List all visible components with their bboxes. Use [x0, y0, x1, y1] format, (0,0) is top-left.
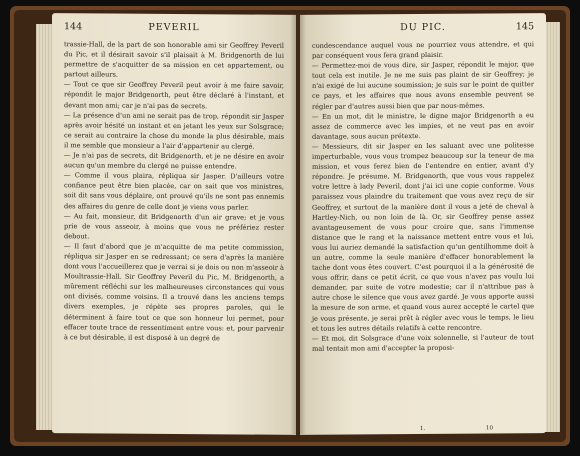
book-gutter	[290, 14, 306, 434]
paragraph: — La présence d'un ami ne serait pas de trop, répondit sir Jasper après avoir hésité un instant et en jetant les yeux sur Solsgrace; ce serait au contraire la chose du monde la plus désirable, mais il me semble que monsieur a l'air d'appartenir au clergé.	[64, 110, 284, 151]
signature-mark-gathering: 10	[486, 425, 493, 432]
right-page-footer	[300, 425, 546, 433]
paragraph: — Il faut d'abord que je m'acquitte de ma petite commission, répliqua sir Jasper en se redressant; ce sera d'après la manière dont vous l'accueillerez que je verrai si je dois ou non m'asseoir à Moultrassie-Hall. Sir Geoffrey Peveril du Pic, M. Bridgenorth, a mûrement réfléchi sur les malheureuses circonstances qui vous ont divisés, comme voisins. Il a trouvé dans les anciens temps divers exemples, je répète ses propres paroles, qui le déterminent à faire tout ce que son honneur lui permet, pour effacer toute trace de ressentiment entre vous: et, pour parvenir à ce but désirable, il est disposé à un degré de	[64, 242, 284, 343]
signature-mark-volume: 1.	[420, 425, 426, 433]
paragraph: — Comme il vous plaira, répliqua sir Jasper. D'ailleurs votre confiance peut être bien placée, car on sait que vos ministres, soit dit sans vous déplaire, ont prouvé qu'ils ne sont pas ennemis des affaires du genre de celle dont je viens vous parler.	[64, 171, 284, 212]
paragraph: condescendance auquel vous ne pourriez vous attendre, et qui par conséquent vous fera grand plaisir.	[312, 40, 534, 60]
left-page-number: 144	[64, 21, 83, 33]
right-page-header	[312, 21, 534, 39]
left-page-body	[64, 39, 284, 343]
paragraph: — Au fait, monsieur, dit Bridgenorth d'un air grave; et je vous prie de vous asseoir, à moins que vous ne préfériez rester debout.	[64, 211, 284, 241]
right-page	[300, 13, 546, 435]
right-page-number: 145	[515, 21, 534, 33]
right-page-body	[312, 39, 534, 353]
paragraph: trassie-Hall, de la part de son honorable ami sir Geoffrey Peveril du Pic, et il désirait savoir s'il plaisait à M. Bridgenorth de lui permettre de s'acquitter de sa mission en cet appartement, ou partout ailleurs.	[64, 40, 284, 79]
left-running-head: PEVERIL	[148, 21, 200, 34]
paragraph: — Permettez-moi de vous dire, sir Jasper, répondit le major, que tout cela est inutile. Je ne me suis pas plaint de sir Geoffrey; je n'ai exigé de lui aucune soumission; je suis sur le point de quitter ce pays, et les affaires que nous avons ensemble peuvent se régler par d'autres aussi bien que par nous-mêmes.	[312, 60, 534, 111]
paragraph: — Tout ce que sir Geoffrey Peveril peut avoir à me faire savoir, répondit le major Bridgenorth, peut être déclaré à l'instant, et devant mon ami; car je n'ai pas de secrets.	[64, 80, 284, 110]
left-page-header	[64, 21, 284, 39]
paragraph: — Messieurs, dit sir Jasper en les saluant avec une politesse imperturbable, vous vous trompez beaucoup sur la teneur de ma mission, et vous ferez bien de l'entendre en entier, avant d'y répondre. Je présume, M. Bridgenorth, que vous vous rappelez votre lettre à lady Peveril, dont j'ai ici une copie conforme. Vous paraissez vous plaindre du traitement que vous avez reçu de sir Geoffrey, et surtout de la manière dont il vous a jeté de cheval à Hartley-Nich, ou non loin de là. Or, sir Geoffrey pense assez avantageusement de vous pour croire que, sans l'immense distance que le rang et la naissance mettent entre vous et lui, vous lui auriez demandé la satisfaction qu'un gentilhomme doit à un autre, comme la seule manière d'effacer honorablement la tache dont vous êtes couvert. C'est pourquoi il a la générosité de vous offrir, dans ce petit écrit, ce que vous n'avez pas voulu lui demander, par suite de votre modestie; car il n'attribue pas à autre chose le silence que vous avez gardé. Je vous apporte aussi la mesure de son arme, et quand vous aurez accepté le cartel que je vous présente, je serai prêt à régler avec vous le temps, le lieu et tous les autres détails relatifs à cette rencontre.	[312, 141, 534, 333]
paragraph: — En un mot, dit le ministre, le digne major Bridgenorth a eu assez de commerce avec les impies, et ne veut pas en avoir davantage, sous aucun prétexte.	[312, 110, 534, 141]
left-page	[52, 13, 296, 435]
paragraph: — Et moi, dit Solsgrace d'une voix solennelle, si l'auteur de tout mal tentait mon ami d'accepter la proposi-	[312, 332, 534, 353]
right-page-stack	[544, 22, 560, 432]
right-running-head: DU PIC.	[400, 21, 446, 34]
paragraph: — Je n'ai pas de secrets, dit Bridgenorth, et je ne désire en avoir aucun qu'un membre du clergé ne puisse entendre.	[64, 151, 284, 171]
